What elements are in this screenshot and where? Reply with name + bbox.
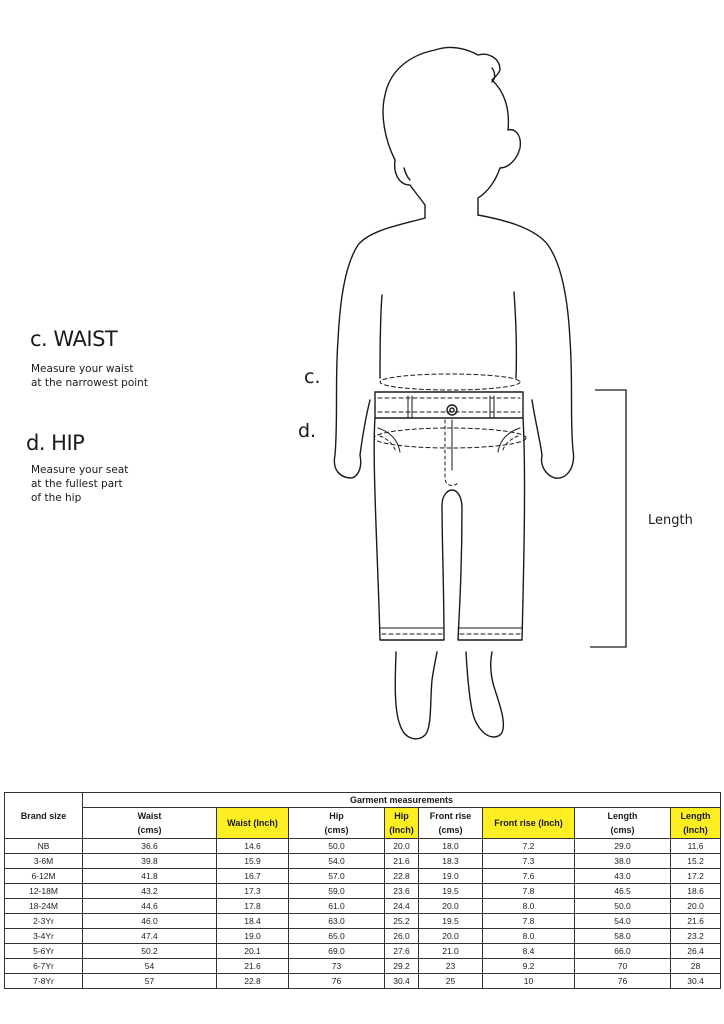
measurement-cell: 36.6 <box>83 839 217 854</box>
measurement-cell: 66.0 <box>575 944 671 959</box>
measurement-cell: 26.0 <box>385 929 419 944</box>
table-row <box>5 929 721 944</box>
measurement-cell: 28 <box>671 959 721 974</box>
column-header-unit: (cms) <box>324 825 349 835</box>
brand-size-cell: 7-8Yr <box>5 974 83 989</box>
measurement-cell: 29.0 <box>575 839 671 854</box>
table-row <box>5 944 721 959</box>
measurement-cell: 41.8 <box>83 869 217 884</box>
measurement-cell: 58.0 <box>575 929 671 944</box>
hip-marker: d. <box>298 420 317 442</box>
measurement-cell: 18.3 <box>419 854 483 869</box>
hip-heading: d. HIP <box>26 431 85 455</box>
column-header-label: Front rise (Inch) <box>494 818 563 828</box>
measurement-cell: 44.6 <box>83 899 217 914</box>
measurement-cell: 21.6 <box>671 914 721 929</box>
column-header <box>671 808 721 839</box>
hip-instructions <box>31 463 128 505</box>
column-header <box>289 808 385 839</box>
table-body <box>5 839 721 989</box>
brand-size-cell: 12-18M <box>5 884 83 899</box>
table-row <box>5 854 721 869</box>
measurement-cell: 8.0 <box>483 899 575 914</box>
jeans-outline <box>374 418 524 640</box>
column-header <box>483 808 575 839</box>
brand-size-cell: 6-7Yr <box>5 959 83 974</box>
measurement-cell: 19.0 <box>217 929 289 944</box>
measurement-cell: 24.4 <box>385 899 419 914</box>
measurement-cell: 38.0 <box>575 854 671 869</box>
measurement-cell: 8.4 <box>483 944 575 959</box>
measurement-cell: 17.8 <box>217 899 289 914</box>
column-header-label: Waist <box>137 811 162 821</box>
measurement-cell: 50.0 <box>575 899 671 914</box>
table-row <box>5 884 721 899</box>
measurement-cell: 19.5 <box>419 914 483 929</box>
measurement-cell: 7.8 <box>483 914 575 929</box>
measurement-cell: 73 <box>289 959 385 974</box>
measurement-cell: 18.0 <box>419 839 483 854</box>
column-header-label: Length <box>680 811 711 821</box>
measurement-cell: 65.0 <box>289 929 385 944</box>
brand-size-cell: 5-6Yr <box>5 944 83 959</box>
measurement-cell: 63.0 <box>289 914 385 929</box>
measurement-cell: 70 <box>575 959 671 974</box>
measurement-cell: 20.1 <box>217 944 289 959</box>
measurement-cell: 50.0 <box>289 839 385 854</box>
measurement-cell: 43.0 <box>575 869 671 884</box>
brand-size-cell: 3-4Yr <box>5 929 83 944</box>
measurement-cell: 30.4 <box>385 974 419 989</box>
measurement-cell: 39.8 <box>83 854 217 869</box>
measurement-cell: 7.2 <box>483 839 575 854</box>
measurement-cell: 18.6 <box>671 884 721 899</box>
measurement-cell: 59.0 <box>289 884 385 899</box>
column-header <box>385 808 419 839</box>
measurement-cell: 47.4 <box>83 929 217 944</box>
size-chart-table <box>4 792 721 989</box>
table-row <box>5 899 721 914</box>
column-header-label: Front rise <box>429 811 472 821</box>
measurement-cell: 7.3 <box>483 854 575 869</box>
column-header-unit: (cms) <box>137 825 162 835</box>
table-row <box>5 959 721 974</box>
measurement-cell: 7.8 <box>483 884 575 899</box>
measurement-cell: 25.2 <box>385 914 419 929</box>
waist-instructions <box>31 362 148 390</box>
column-header-label: Hip <box>394 811 409 821</box>
brand-size-cell: 6-12M <box>5 869 83 884</box>
table-group-header-row <box>5 793 721 808</box>
garment-measurements-header: Garment measurements <box>83 793 721 808</box>
measurement-cell: 20.0 <box>419 899 483 914</box>
waist-heading: c. WAIST <box>30 327 118 351</box>
measurement-cell: 54.0 <box>289 854 385 869</box>
column-header-label: Hip <box>329 811 344 821</box>
measurement-cell: 30.4 <box>671 974 721 989</box>
measurement-cell: 23.6 <box>385 884 419 899</box>
measurement-cell: 61.0 <box>289 899 385 914</box>
measurement-cell: 57 <box>83 974 217 989</box>
measurement-cell: 54 <box>83 959 217 974</box>
measurement-cell: 23 <box>419 959 483 974</box>
length-bracket <box>590 390 626 647</box>
measurement-cell: 46.5 <box>575 884 671 899</box>
measurement-cell: 43.2 <box>83 884 217 899</box>
table-row <box>5 869 721 884</box>
measurement-cell: 69.0 <box>289 944 385 959</box>
measurement-cell: 25 <box>419 974 483 989</box>
measurement-cell: 16.7 <box>217 869 289 884</box>
measurement-cell: 20.0 <box>671 899 721 914</box>
measurement-cell: 27.6 <box>385 944 419 959</box>
measurement-cell: 76 <box>289 974 385 989</box>
column-header-label: Length <box>607 811 638 821</box>
measurement-cell: 18.4 <box>217 914 289 929</box>
measurement-cell: 15.9 <box>217 854 289 869</box>
measurement-cell: 22.8 <box>217 974 289 989</box>
waist-instruction-line: at the narrowest point <box>31 377 148 389</box>
column-header-unit: (Inch) <box>683 825 708 835</box>
measurement-cell: 17.3 <box>217 884 289 899</box>
hip-instruction-line: of the hip <box>31 492 82 504</box>
measurement-cell: 76 <box>575 974 671 989</box>
column-header-label: Waist (Inch) <box>227 818 278 828</box>
measurement-cell: 19.0 <box>419 869 483 884</box>
measurement-cell: 19.5 <box>419 884 483 899</box>
measurement-cell: 7.6 <box>483 869 575 884</box>
table-row <box>5 974 721 989</box>
brand-size-cell: NB <box>5 839 83 854</box>
brand-size-cell: 2-3Yr <box>5 914 83 929</box>
measurement-cell: 21.6 <box>385 854 419 869</box>
brand-size-cell: 3-6M <box>5 854 83 869</box>
brand-size-header: Brand size <box>5 793 83 839</box>
column-header-unit: (Inch) <box>389 825 414 835</box>
measurement-cell: 20.0 <box>419 929 483 944</box>
measurement-cell: 26.4 <box>671 944 721 959</box>
waist-instruction-line: Measure your waist <box>31 363 134 375</box>
column-header <box>217 808 289 839</box>
column-header <box>83 808 217 839</box>
measurement-cell: 20.0 <box>385 839 419 854</box>
head-outline <box>383 48 520 215</box>
waist-marker: c. <box>304 366 321 388</box>
measurement-cell: 11.6 <box>671 839 721 854</box>
measurement-cell: 8.0 <box>483 929 575 944</box>
measurement-cell: 14.6 <box>217 839 289 854</box>
column-header-unit: (cms) <box>610 825 635 835</box>
column-header <box>575 808 671 839</box>
legs-outline <box>395 652 437 739</box>
hip-instruction-line: at the fullest part <box>31 478 123 490</box>
measurement-cell: 21.6 <box>217 959 289 974</box>
measurement-cell: 54.0 <box>575 914 671 929</box>
measurement-cell: 15.2 <box>671 854 721 869</box>
measurement-cell: 21.0 <box>419 944 483 959</box>
table-row <box>5 914 721 929</box>
table-row <box>5 839 721 854</box>
measurement-cell: 9.2 <box>483 959 575 974</box>
brand-size-cell: 18-24M <box>5 899 83 914</box>
column-header <box>419 808 483 839</box>
measurement-cell: 57.0 <box>289 869 385 884</box>
measurement-cell: 17.2 <box>671 869 721 884</box>
measurement-cell: 10 <box>483 974 575 989</box>
measurement-cell: 50.2 <box>83 944 217 959</box>
measurement-cell: 46.0 <box>83 914 217 929</box>
column-header-unit: (cms) <box>438 825 463 835</box>
hip-instruction-line: Measure your seat <box>31 464 129 476</box>
measurement-cell: 23.2 <box>671 929 721 944</box>
measurement-cell: 29.2 <box>385 959 419 974</box>
length-label: Length <box>648 513 693 528</box>
table-column-header-row <box>5 808 721 839</box>
measurement-cell: 22.8 <box>385 869 419 884</box>
